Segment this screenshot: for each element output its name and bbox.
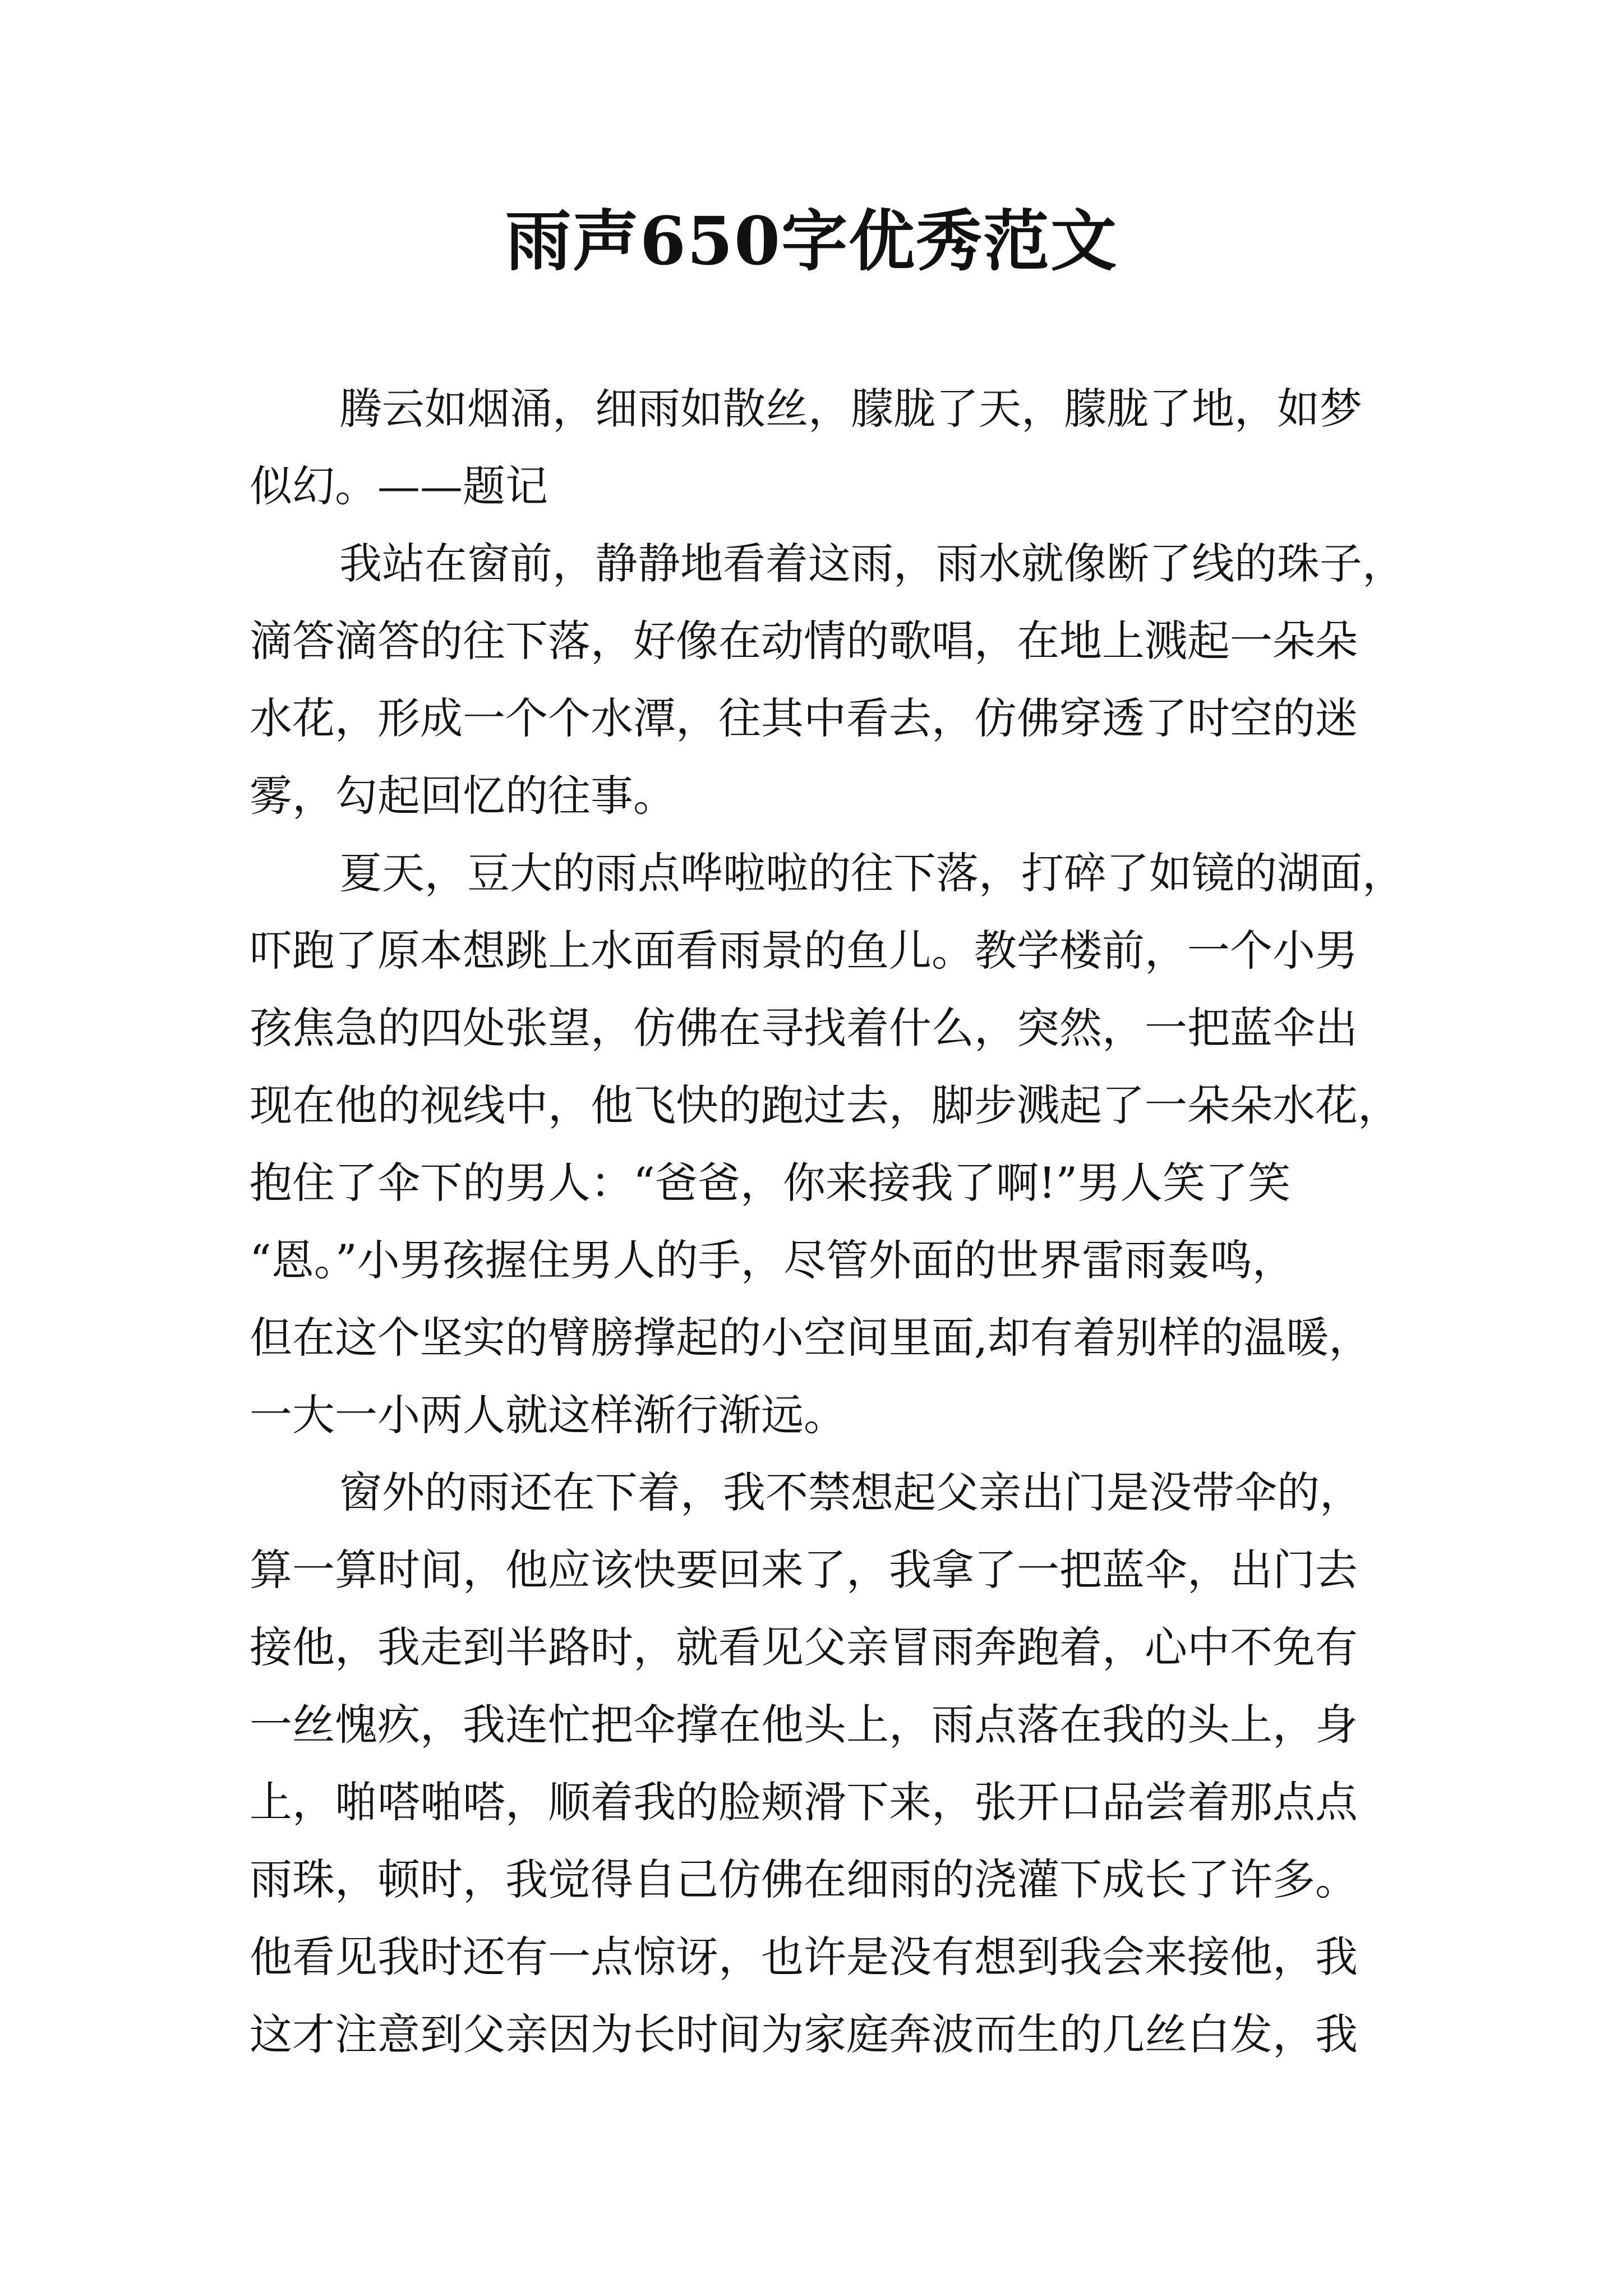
text-line: 他看见我时还有一点惊讶，也许是没有想到我会来接他，我 bbox=[250, 1932, 1358, 1982]
paragraph-window bbox=[250, 525, 1405, 835]
text-line: “恩。”小男孩握住男人的手，尽管外面的世界雷雨轰鸣， bbox=[250, 1235, 1295, 1285]
text-line: 一丝愧疚，我连忙把伞撑在他头上，雨点落在我的头上，身 bbox=[250, 1700, 1358, 1750]
document-body bbox=[250, 370, 1405, 2073]
text-line: 孩焦急的四处张望，仿佛在寻找着什么，突然，一把蓝伞出 bbox=[250, 1003, 1358, 1053]
text-line: 夏天，豆大的雨点哗啦啦的往下落，打碎了如镜的湖面， bbox=[339, 848, 1405, 898]
text-line: 抱住了伞下的男人：“爸爸，你来接我了啊!”男人笑了笑 bbox=[250, 1158, 1291, 1208]
text-line: 接他，我走到半路时，就看见父亲冒雨奔跑着，心中不免有 bbox=[250, 1622, 1358, 1672]
text-line: 水花，形成一个个水潭，往其中看去，仿佛穿透了时空的迷 bbox=[250, 693, 1358, 743]
text-line: 滴答滴答的往下落，好像在动情的歌唱，在地上溅起一朵朵 bbox=[250, 616, 1358, 666]
text-line: 我站在窗前，静静地看着这雨，雨水就像断了线的珠子， bbox=[339, 539, 1405, 588]
text-line: 雨珠，顿时，我觉得自己仿佛在细雨的浇灌下成长了许多。 bbox=[250, 1855, 1358, 1904]
text-line: 现在他的视线中，他飞快的跑过去，脚步溅起了一朵朵水花， bbox=[250, 1080, 1400, 1130]
text-line: 算一算时间，他应该快要回来了，我拿了一把蓝伞，出门去 bbox=[250, 1545, 1358, 1595]
paragraph-summer-memory bbox=[250, 835, 1405, 1454]
text-line: 上，啪嗒啪嗒，顺着我的脸颊滑下来，张开口品尝着那点点 bbox=[250, 1777, 1358, 1827]
text-line: 这才注意到父亲因为长时间为家庭奔波而生的几丝白发，我 bbox=[250, 2009, 1358, 2059]
text-line: 窗外的雨还在下着，我不禁想起父亲出门是没带伞的， bbox=[339, 1467, 1362, 1517]
text-line: 雾，勾起回忆的往事。 bbox=[250, 771, 676, 821]
text-line: 一大一小两人就这样渐行渐远。 bbox=[250, 1390, 846, 1440]
text-line: 腾云如烟涌，细雨如散丝，朦胧了天，朦胧了地，如梦 bbox=[339, 384, 1362, 434]
paragraph-epigraph bbox=[250, 370, 1388, 525]
text-line: 似幻。——题记 bbox=[250, 461, 548, 511]
document-title: 雨声650字优秀范文 bbox=[505, 202, 1118, 280]
text-line: 吓跑了原本想跳上水面看雨景的鱼儿。教学楼前，一个小男 bbox=[250, 926, 1358, 976]
text-line: 但在这个坚实的臂膀撑起的小空间里面,却有着别样的温暖， bbox=[250, 1313, 1372, 1363]
paragraph-umbrella-for-father bbox=[250, 1454, 1388, 2073]
